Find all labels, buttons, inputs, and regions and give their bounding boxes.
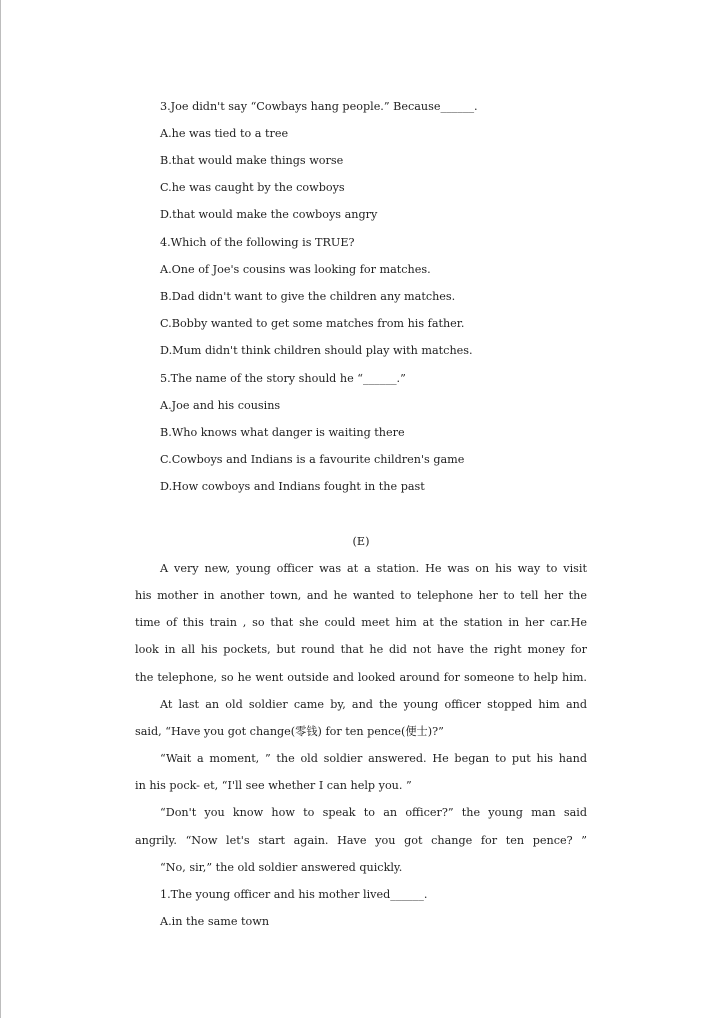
passage-line: “No, sir,” the old soldier answered quickly.	[160, 861, 403, 874]
option-3a: A.he was tied to a tree	[160, 127, 289, 140]
option-3d: D.that would make the cowboys angry	[160, 208, 378, 221]
passage-line: in his pock- et, “I'll see whether I can help you. ”	[135, 779, 412, 792]
option-3c: C.he was caught by the cowboys	[160, 181, 345, 194]
option-5d: D.How cowboys and Indians fought in the past	[160, 480, 425, 493]
passage-line: his mother in another town, and he wanted to telephone her to tell her the	[135, 589, 587, 602]
section-title: (E)	[352, 535, 370, 548]
passage-line: A very new, young officer was at a station. He was on his way to visit	[160, 562, 587, 575]
passage-line: At last an old soldier came by, and the young officer stopped him and	[160, 698, 587, 711]
option-5c: C.Cowboys and Indians is a favourite children's game	[160, 453, 465, 466]
question-4: 4.Which of the following is TRUE?	[160, 236, 355, 249]
option-3b: B.that would make things worse	[160, 154, 344, 167]
option-1a: A.in the same town	[160, 915, 270, 928]
passage-line: the telephone, so he went outside and looked around for someone to help him.	[135, 671, 587, 684]
passage-line: angrily. “Now let's start again. Have you got change for ten pence? ”	[135, 834, 587, 847]
option-4a: A.One of Joe's cousins was looking for matches.	[160, 263, 431, 276]
passage-line: “Don't you know how to speak to an officer?” the young man said	[160, 806, 587, 819]
question-5: 5.The name of the story should he “______.”	[160, 372, 406, 385]
option-4c: C.Bobby wanted to get some matches from his father.	[160, 317, 465, 330]
option-5a: A.Joe and his cousins	[160, 399, 281, 412]
option-4b: B.Dad didn't want to give the children any matches.	[160, 290, 456, 303]
passage-line: time of this train , so that she could meet him at the station in her car.He	[135, 616, 587, 629]
option-4d: D.Mum didn't think children should play with matches.	[160, 344, 473, 357]
question-3: 3.Joe didn't say “Cowbays hang people.” Because______.	[160, 100, 478, 113]
passage-line: look in all his pockets, but round that he did not have the right money for	[135, 643, 587, 656]
passage-line: “Wait a moment, ” the old soldier answered. He began to put his hand	[160, 752, 587, 765]
option-5b: B.Who knows what danger is waiting there	[160, 426, 405, 439]
passage-line: said, “Have you got change(零钱) for ten pence(便士)?”	[135, 725, 444, 738]
question-1: 1.The young officer and his mother lived______.	[160, 888, 428, 901]
